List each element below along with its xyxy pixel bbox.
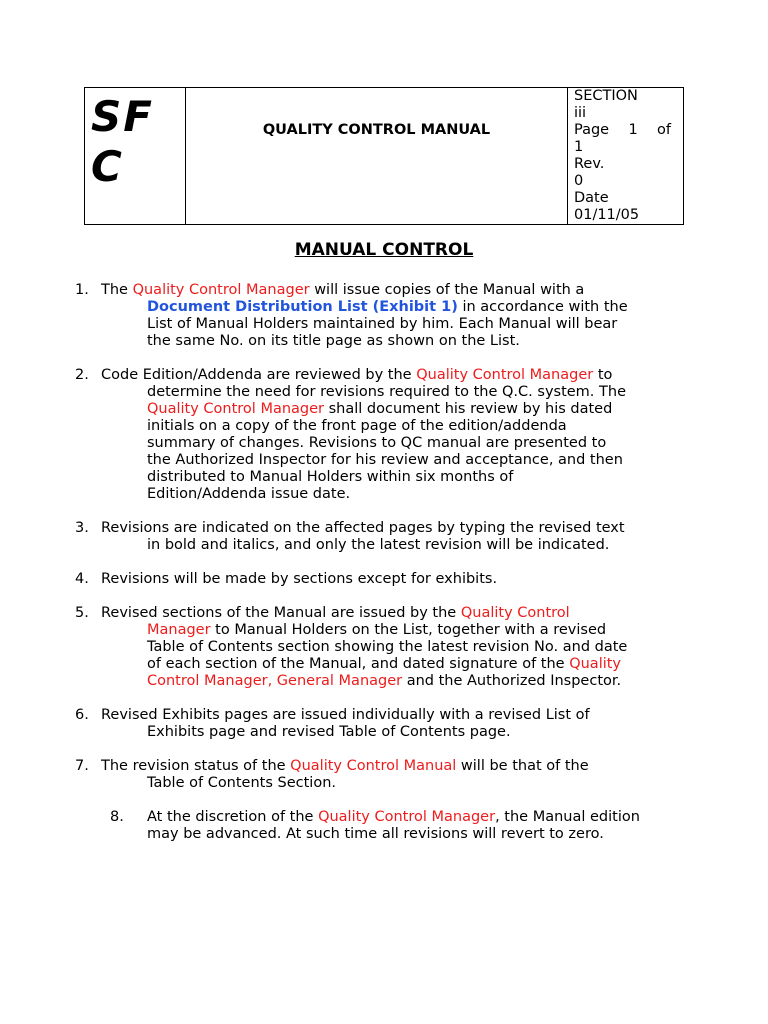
role-reference: Manager	[147, 622, 211, 638]
role-reference: Quality Control Manager	[318, 809, 496, 825]
logo-line-2: C	[91, 142, 124, 191]
list-item-line: Revised Exhibits pages are issued individually with a revised List of	[101, 707, 590, 723]
page-number-row	[574, 122, 683, 139]
list-item-number: 6.	[75, 707, 89, 723]
logo-line-1: SF	[91, 92, 154, 141]
role-reference: Quality	[569, 656, 622, 672]
list-item-number: 5.	[75, 605, 89, 621]
page-label: Page	[574, 122, 610, 138]
list-item-line: determine the need for revisions required to the Q.C. system. The	[147, 384, 626, 400]
list-item-line: Table of Contents Section.	[147, 775, 337, 791]
manual-title-cell	[186, 88, 568, 225]
list-item-line: Revised sections of the Manual are issued by the Quality Control	[101, 605, 570, 621]
role-reference: Quality Control Manager	[132, 282, 310, 298]
document-header-table	[84, 87, 684, 225]
page-of-label: of	[657, 122, 671, 138]
date-label: Date	[574, 190, 609, 206]
list-item-line: Revisions are indicated on the affected pages by typing the revised text	[101, 520, 625, 536]
list-item-line: The Quality Control Manager will issue copies of the Manual with a	[101, 282, 585, 298]
list-item-line: Edition/Addenda issue date.	[147, 486, 351, 502]
list-item-line: Table of Contents section showing the latest revision No. and date	[147, 639, 628, 655]
manual-title: QUALITY CONTROL MANUAL	[262, 122, 491, 138]
role-reference: Quality Control Manual	[290, 758, 457, 774]
list-item-line: Code Edition/Addenda are reviewed by the Quality Control Manager to	[101, 367, 613, 383]
list-item-line: the Authorized Inspector for his review and acceptance, and then	[147, 452, 623, 468]
list-item-line: At the discretion of the Quality Control Manager, the Manual edition	[147, 809, 640, 825]
page-number: 1	[628, 122, 638, 138]
list-item-line: Document Distribution List (Exhibit 1) in accordance with the	[147, 299, 628, 315]
list-item-line: Quality Control Manager shall document his review by his dated	[147, 401, 613, 417]
section-label: SECTION	[574, 88, 638, 104]
document-info-cell	[568, 88, 684, 225]
role-reference: Control Manager, General Manager	[147, 673, 403, 689]
role-reference: Quality Control Manager	[416, 367, 594, 383]
date-value: 01/11/05	[574, 207, 640, 223]
list-item-line: Control Manager, General Manager and the Authorized Inspector.	[147, 673, 622, 689]
list-item-line: Exhibits page and revised Table of Contents page.	[147, 724, 511, 740]
list-item-number: 2.	[75, 367, 89, 383]
page-total: 1	[574, 139, 584, 155]
revision-value: 0	[574, 173, 584, 189]
list-item-line: initials on a copy of the front page of the edition/addenda	[147, 418, 567, 434]
role-reference: Quality Control Manager	[147, 401, 325, 417]
exhibit-link[interactable]: Document Distribution List (Exhibit 1)	[147, 299, 458, 315]
list-item-line: may be advanced. At such time all revisions will revert to zero.	[147, 826, 604, 842]
list-item-number: 4.	[75, 571, 89, 587]
role-reference: Quality Control	[460, 605, 570, 621]
company-logo-cell	[85, 88, 186, 225]
company-logo	[85, 88, 185, 192]
section-heading: MANUAL CONTROL	[294, 240, 474, 260]
list-item-number: 3.	[75, 520, 89, 536]
list-item-line: The revision status of the Quality Control Manual will be that of the	[101, 758, 589, 774]
list-item-number: 1.	[75, 282, 89, 298]
list-item-number: 7.	[75, 758, 89, 774]
section-value: iii	[574, 105, 587, 121]
list-item-line: List of Manual Holders maintained by him. Each Manual will bear	[147, 316, 618, 332]
list-item-number: 8.	[110, 809, 124, 825]
list-item-line: in bold and italics, and only the latest revision will be indicated.	[147, 537, 610, 553]
list-item-line: Manager to Manual Holders on the List, together with a revised	[147, 622, 607, 638]
list-item-line: Revisions will be made by sections except for exhibits.	[101, 571, 498, 587]
list-item-line: the same No. on its title page as shown on the List.	[147, 333, 520, 349]
list-item-line: summary of changes. Revisions to QC manual are presented to	[147, 435, 607, 451]
list-item-line: of each section of the Manual, and dated signature of the Quality	[147, 656, 622, 672]
list-item-line: distributed to Manual Holders within six months of	[147, 469, 514, 485]
revision-label: Rev.	[574, 156, 605, 172]
